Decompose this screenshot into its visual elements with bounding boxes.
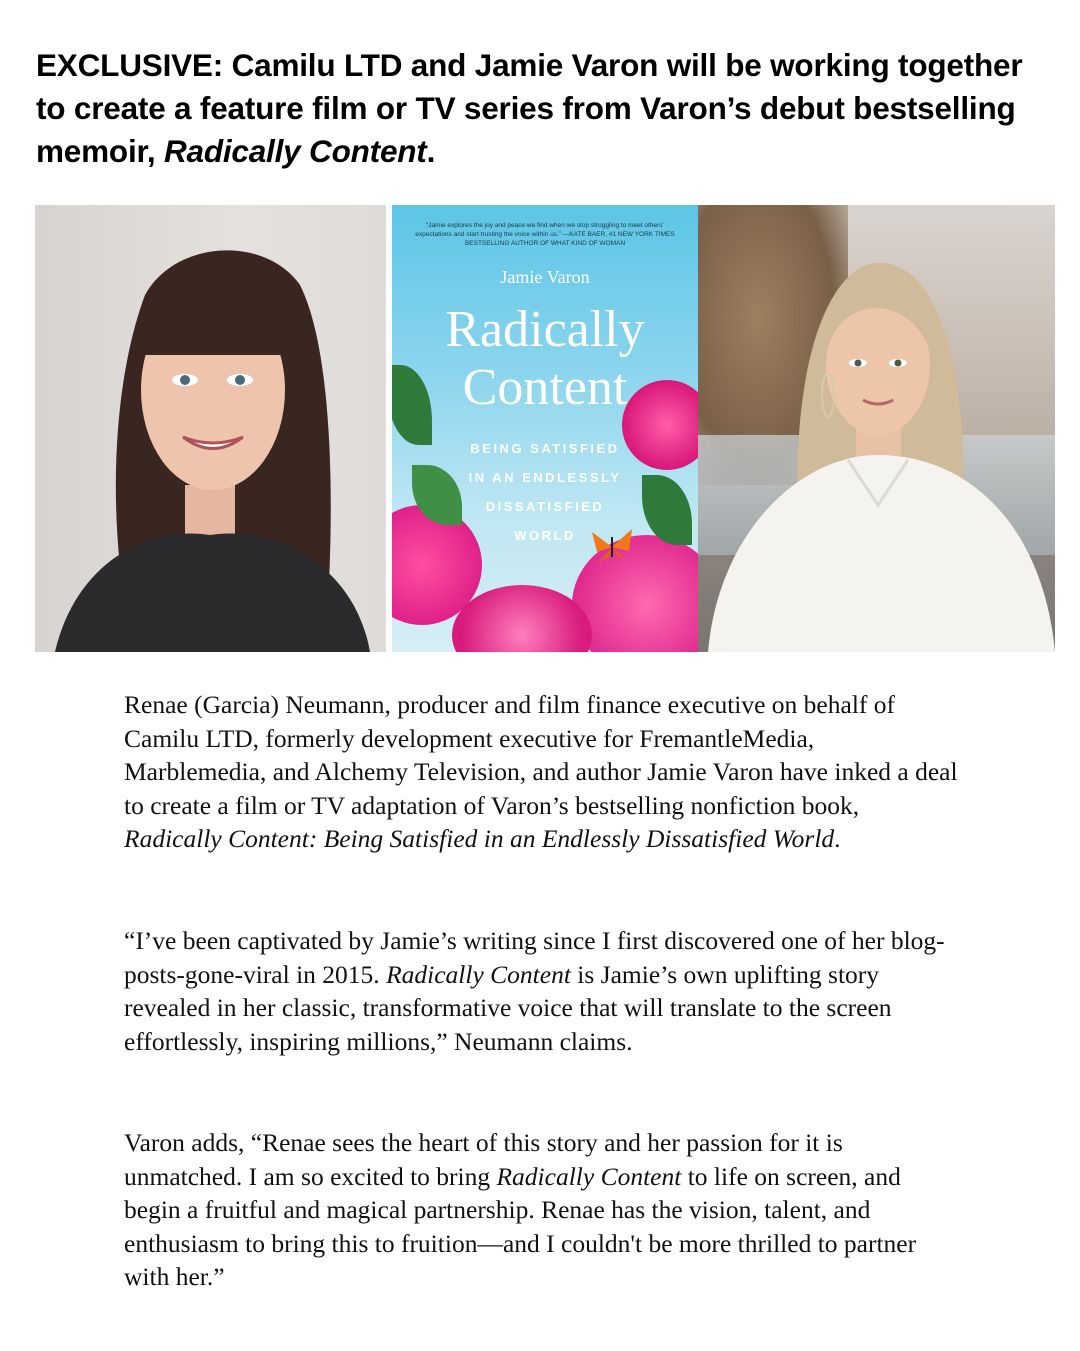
paragraph-1-text: Renae (Garcia) Neumann, producer and film finance executive on behalf of Camilu LTD, formerly development executive for FremantleMedia, Marblemedia, and Alchemy Television, and author Jamie Varon have inked a deal to create a film or TV adaptation of Varon’s bestselling nonfiction book, <box>124 690 958 820</box>
paragraph-3-book-title: Radically Content <box>496 1161 682 1191</box>
paragraph-2-text: “I’ve been captivated by Jamie’s writing since I first discovered one of her blog-posts-gone-viral in 2015. <box>124 926 945 989</box>
cover-subtitle-line3: DISSATISFIED <box>485 499 605 514</box>
headline-text: EXCLUSIVE: Camilu LTD and Jamie Varon will be working together to create a feature film or TV series from Varon’s debut bestselling memoir, <box>36 47 1023 169</box>
headline-book-title: Radically Content <box>163 133 427 169</box>
cover-subtitle-line1: BEING SATISFIED <box>470 441 620 456</box>
paragraph-2-end: is Jamie’s own uplifting story revealed in her classic, transformative voice that will translate to the screen effortlessly, inspiring millions,” Neumann claims. <box>124 959 892 1056</box>
paragraph-1-book-title: Radically Content: Being Satisfied in an Endlessly Dissatisfied World <box>124 824 835 854</box>
paragraph-2 <box>124 924 960 1058</box>
book-cover <box>392 205 698 652</box>
portrait-renae-neumann <box>35 205 386 652</box>
paragraph-1-end: . <box>834 824 841 854</box>
cover-title-line1: Radically <box>445 301 645 358</box>
portrait-jamie-varon <box>698 205 1055 652</box>
cover-author: Jamie Varon <box>500 267 590 287</box>
paragraph-3 <box>124 1126 960 1294</box>
photo-strip <box>35 205 1055 652</box>
cover-subtitle-line2: IN AN ENDLESSLY <box>468 470 622 485</box>
portrait-illustration-right <box>698 205 1055 652</box>
cover-blurb: “Jamie explores the joy and peace we find when we stop struggling to meet others’ expectations and start trusting the voice within us.” —KATE BAER, #1 NEW YORK TIMES BESTSELLING AUTHOR OF WHAT KIND OF WOMAN <box>415 222 675 247</box>
paragraph-3-text: Varon adds, “Renae sees the heart of this story and her passion for it is unmatched. I am so excited to bring <box>124 1128 843 1191</box>
headline-period: . <box>426 133 436 169</box>
headline <box>36 44 1056 173</box>
cover-title <box>392 301 698 417</box>
cover-subtitle <box>432 434 658 550</box>
paragraph-2-book-title: Radically Content <box>386 959 571 989</box>
portrait-illustration-left <box>35 205 386 652</box>
paragraph-3-end: to life on screen, and begin a fruitful and magical partnership. Renae has the vision, talent, and enthusiasm to bring this to fruition—and I couldn't be more thrilled to partner with her.” <box>124 1161 917 1292</box>
cover-title-line2: Content <box>462 359 628 416</box>
cover-subtitle-line4: WORLD <box>514 528 576 543</box>
paragraph-1 <box>124 688 960 856</box>
